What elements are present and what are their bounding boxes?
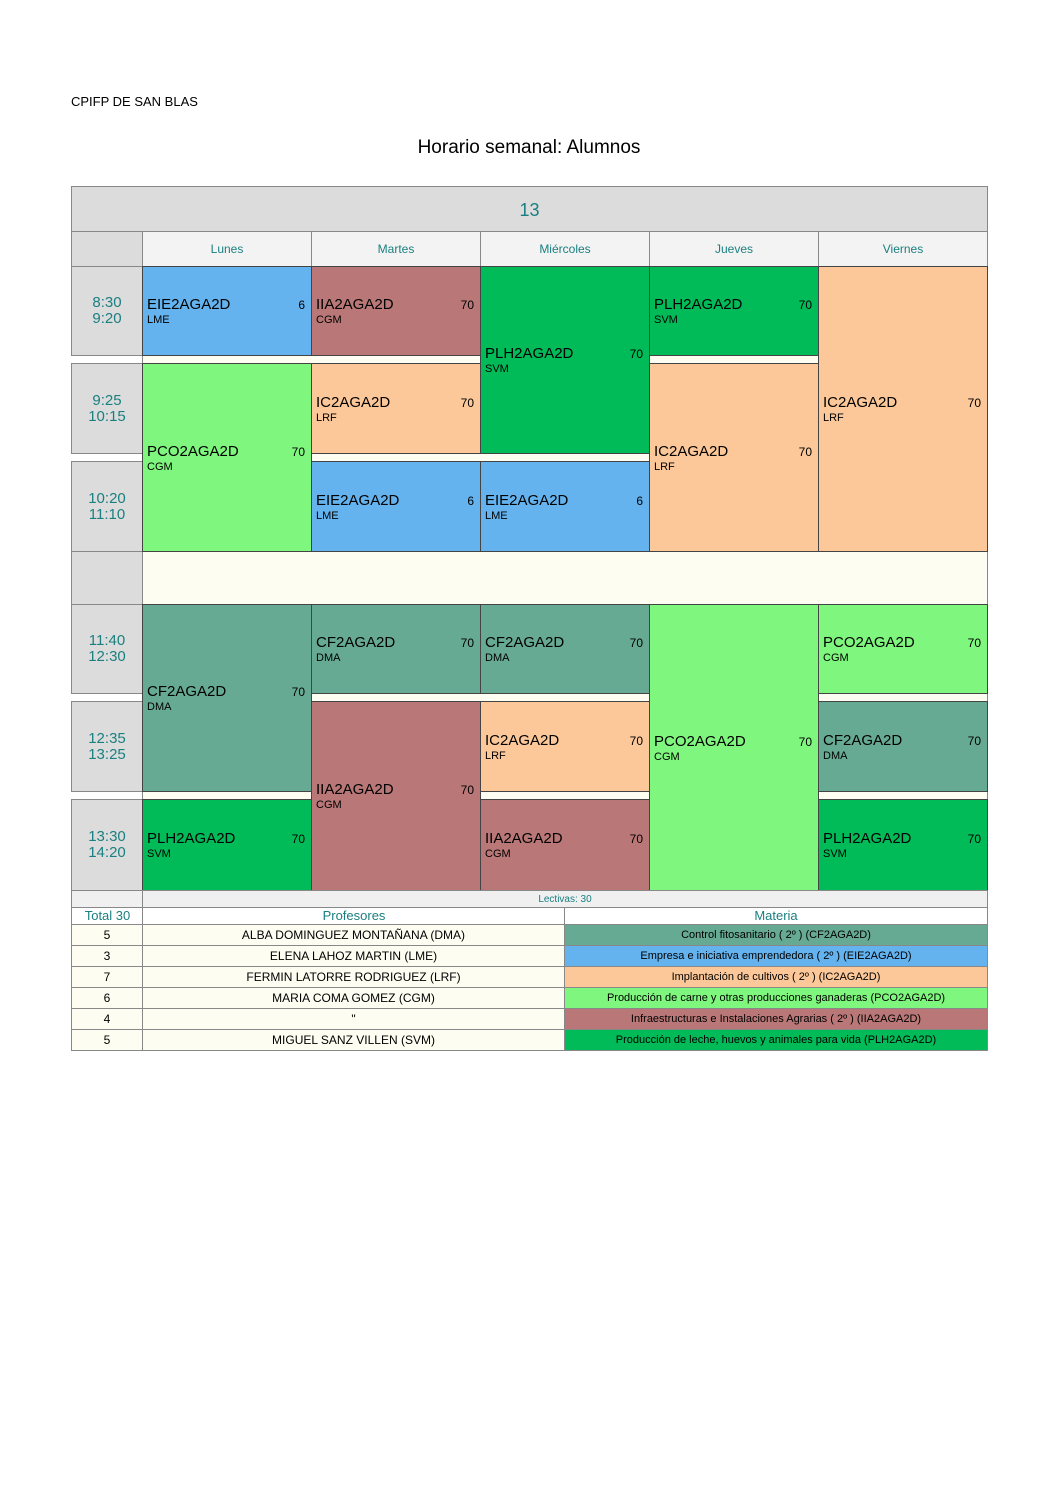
lesson-teacher: LRF xyxy=(316,411,337,424)
time-start: 13:30 xyxy=(88,828,126,845)
lesson-teacher: LME xyxy=(316,509,339,522)
lesson-teacher: SVM xyxy=(147,848,171,860)
lesson-block[interactable] xyxy=(311,266,481,356)
legend-teacher: " xyxy=(142,1008,565,1030)
lesson-teacher: DMA xyxy=(485,652,510,664)
lesson-teacher: DMA xyxy=(823,749,848,762)
lesson-code: IIA2AGA2D xyxy=(485,830,563,847)
legend-teacher: FERMIN LATORRE RODRIGUEZ (LRF) xyxy=(142,966,565,988)
lesson-code: CF2AGA2D xyxy=(823,731,903,749)
time-slot-4 xyxy=(71,604,143,694)
corner-cell xyxy=(71,231,143,267)
time-start: 11:40 xyxy=(88,632,126,649)
lesson-teacher: DMA xyxy=(147,701,172,713)
lesson-hours: 70 xyxy=(460,298,474,312)
lesson-hours: 70 xyxy=(967,832,981,846)
lesson-code: EIE2AGA2D xyxy=(147,296,231,313)
lesson-teacher: CGM xyxy=(147,460,173,473)
time-end: 13:25 xyxy=(88,745,126,763)
legend-subject: Infraestructuras e Instalaciones Agrarias ( 2º ) (IIA2AGA2D) xyxy=(564,1008,988,1030)
lesson-hours: 70 xyxy=(629,733,643,748)
lesson-teacher: CGM xyxy=(823,652,849,664)
lesson-block[interactable] xyxy=(142,604,312,792)
legend-count: 7 xyxy=(71,966,143,988)
lesson-hours: 70 xyxy=(629,347,643,361)
lesson-hours: 70 xyxy=(460,636,474,650)
break-time-cell xyxy=(71,551,143,605)
school-name: CPIFP DE SAN BLAS xyxy=(71,94,198,109)
lectivas-total: Lectivas: 30 xyxy=(142,890,988,908)
legend-subject: Control fitosanitario ( 2º ) (CF2AGA2D) xyxy=(564,924,988,946)
legend-subject: Producción de leche, huevos y animales para vida (PLH2AGA2D) xyxy=(564,1029,988,1051)
lesson-teacher: CGM xyxy=(316,799,342,811)
lesson-teacher: LME xyxy=(147,314,170,326)
lesson-code: EIE2AGA2D xyxy=(485,491,569,509)
lesson-code: PLH2AGA2D xyxy=(654,296,743,313)
legend-count: 3 xyxy=(71,945,143,967)
timetable xyxy=(71,186,988,1054)
lesson-block[interactable] xyxy=(311,461,481,552)
lectivas-corner xyxy=(71,890,143,908)
time-slot-2 xyxy=(71,363,143,454)
legend-subject: Implantación de cultivos ( 2º ) (IC2AGA2D) xyxy=(564,966,988,988)
lesson-hours: 70 xyxy=(291,685,305,699)
time-start: 9:25 xyxy=(92,391,122,409)
lesson-teacher: SVM xyxy=(823,848,847,860)
legend-count: 5 xyxy=(71,924,143,946)
lesson-block[interactable] xyxy=(480,799,650,891)
legend-total: Total 30 xyxy=(71,907,143,925)
lesson-code: CF2AGA2D xyxy=(316,634,396,651)
lesson-hours: 70 xyxy=(291,444,305,459)
lesson-hours: 70 xyxy=(798,444,812,459)
lesson-block[interactable] xyxy=(818,266,988,552)
lesson-code: IC2AGA2D xyxy=(654,442,729,460)
time-slot-3 xyxy=(71,461,143,552)
lesson-block[interactable] xyxy=(480,266,650,454)
time-start: 12:35 xyxy=(88,729,126,747)
lesson-code: EIE2AGA2D xyxy=(316,491,400,509)
lesson-block[interactable] xyxy=(311,701,481,891)
lesson-block[interactable] xyxy=(142,363,312,552)
lesson-hours: 70 xyxy=(798,734,812,749)
day-header-viernes: Viernes xyxy=(818,231,988,267)
group-header xyxy=(71,186,988,232)
lesson-hours: 70 xyxy=(967,636,981,650)
lesson-teacher: CGM xyxy=(485,848,511,860)
lesson-block[interactable] xyxy=(818,701,988,792)
time-end: 9:20 xyxy=(92,310,122,327)
legend-profesores-header: Profesores xyxy=(142,907,565,925)
time-slot-5 xyxy=(71,701,143,792)
lesson-block[interactable] xyxy=(818,799,988,891)
lesson-code: PCO2AGA2D xyxy=(654,732,746,750)
legend-teacher: MIGUEL SANZ VILLEN (SVM) xyxy=(142,1029,565,1051)
lesson-teacher: SVM xyxy=(485,363,509,375)
lesson-teacher: CGM xyxy=(316,314,342,326)
lesson-hours: 70 xyxy=(291,832,305,846)
lesson-code: PCO2AGA2D xyxy=(147,442,239,460)
lesson-block[interactable] xyxy=(142,266,312,356)
time-slot-1 xyxy=(71,266,143,356)
group-number: 13 xyxy=(519,200,540,220)
legend-count: 6 xyxy=(71,987,143,1009)
legend-count: 5 xyxy=(71,1029,143,1051)
lesson-code: IC2AGA2D xyxy=(316,393,391,411)
lesson-block[interactable] xyxy=(480,461,650,552)
day-header-lunes: Lunes xyxy=(142,231,312,267)
lesson-block[interactable] xyxy=(818,604,988,694)
lesson-teacher: LRF xyxy=(485,749,506,762)
lesson-hours: 70 xyxy=(460,783,474,797)
time-start: 10:20 xyxy=(88,489,126,507)
lesson-code: IC2AGA2D xyxy=(485,731,560,749)
lesson-hours: 6 xyxy=(298,298,305,312)
lesson-block[interactable] xyxy=(142,799,312,891)
lesson-hours: 70 xyxy=(967,396,981,410)
legend-count: 4 xyxy=(71,1008,143,1030)
legend-subject: Empresa e iniciativa emprendedora ( 2º ) (EIE2AGA2D) xyxy=(564,945,988,967)
lesson-block[interactable] xyxy=(649,363,819,552)
lesson-code: PLH2AGA2D xyxy=(485,345,574,362)
day-header-miercoles: Miércoles xyxy=(480,231,650,267)
lesson-teacher: SVM xyxy=(654,314,678,326)
legend-subject: Producción de carne y otras producciones ganaderas (PCO2AGA2D) xyxy=(564,987,988,1009)
time-end: 10:15 xyxy=(88,407,126,425)
lesson-code: IIA2AGA2D xyxy=(316,296,394,313)
lesson-hours: 70 xyxy=(629,832,643,846)
lesson-teacher: DMA xyxy=(316,652,341,664)
lesson-teacher: LRF xyxy=(654,460,675,473)
lesson-block[interactable] xyxy=(311,363,481,454)
time-end: 11:10 xyxy=(88,505,126,523)
time-start: 8:30 xyxy=(92,294,122,311)
time-end: 12:30 xyxy=(88,648,126,665)
lesson-block[interactable] xyxy=(480,701,650,792)
lesson-teacher: CGM xyxy=(654,750,680,763)
lesson-code: IC2AGA2D xyxy=(823,394,898,411)
lesson-hours: 6 xyxy=(467,493,474,508)
lesson-teacher: LRF xyxy=(823,412,844,424)
lesson-hours: 70 xyxy=(798,298,812,312)
lesson-code: CF2AGA2D xyxy=(147,683,227,700)
lesson-block[interactable] xyxy=(649,604,819,891)
day-header-jueves: Jueves xyxy=(649,231,819,267)
lesson-hours: 70 xyxy=(967,733,981,748)
page-title: Horario semanal: Alumnos xyxy=(417,137,641,158)
lesson-code: PLH2AGA2D xyxy=(147,830,236,847)
lesson-code: PLH2AGA2D xyxy=(823,830,912,847)
day-header-martes: Martes xyxy=(311,231,481,267)
lesson-hours: 6 xyxy=(636,493,643,508)
lesson-block[interactable] xyxy=(311,604,481,694)
lesson-code: PCO2AGA2D xyxy=(823,634,915,651)
break-row xyxy=(142,551,988,605)
legend-materia-header: Materia xyxy=(564,907,988,925)
lesson-teacher: LME xyxy=(485,509,508,522)
lesson-code: CF2AGA2D xyxy=(485,634,565,651)
time-slot-6 xyxy=(71,799,143,891)
lesson-block[interactable] xyxy=(649,266,819,356)
lesson-code: IIA2AGA2D xyxy=(316,781,394,798)
lesson-block[interactable] xyxy=(480,604,650,694)
legend-teacher: MARIA COMA GOMEZ (CGM) xyxy=(142,987,565,1009)
lesson-hours: 70 xyxy=(460,395,474,410)
legend-teacher: ALBA DOMINGUEZ MONTAÑANA (DMA) xyxy=(142,924,565,946)
legend-teacher: ELENA LAHOZ MARTIN (LME) xyxy=(142,945,565,967)
lesson-hours: 70 xyxy=(629,636,643,650)
time-end: 14:20 xyxy=(88,844,126,861)
